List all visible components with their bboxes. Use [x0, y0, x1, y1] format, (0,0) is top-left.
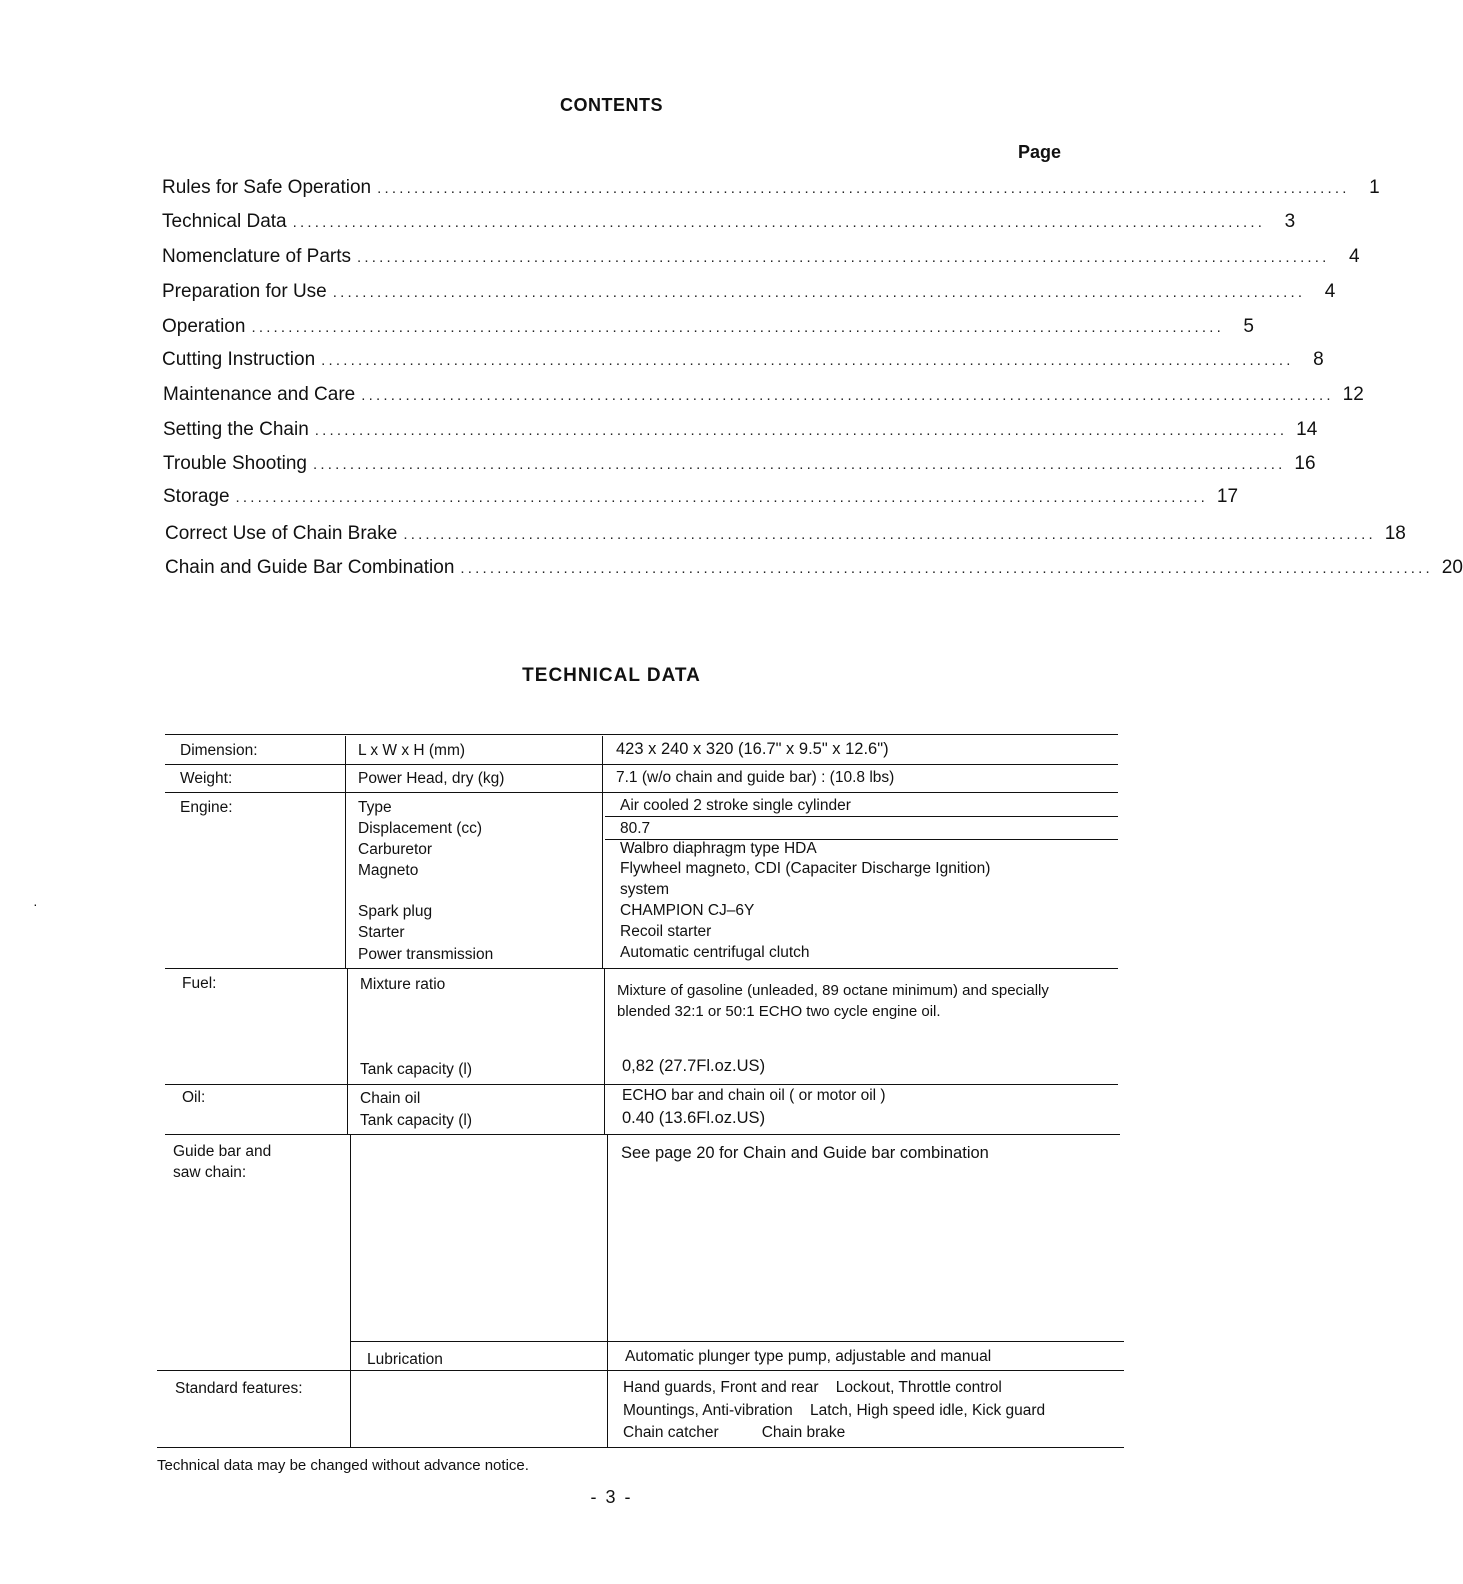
toc-entry-page: 5 [1243, 316, 1254, 337]
toc-entry-page: 8 [1313, 349, 1324, 370]
toc-leader-dots: .................................................................................................................................... [357, 249, 1330, 266]
table-column-rule [602, 736, 603, 968]
toc-entry[interactable] [162, 246, 1360, 272]
engine-magneto-value: Flywheel magneto, CDI (Capaciter Discharge Ignition) [620, 860, 991, 877]
engine-starter-param: Starter [358, 924, 405, 941]
table-rule [605, 816, 1118, 817]
guide-bar-label: Guide bar and [173, 1143, 272, 1160]
table-column-rule [604, 968, 605, 1134]
dimension-label: Dimension: [180, 742, 258, 759]
toc-leader-dots: .................................................................................................................................... [377, 180, 1350, 197]
toc-entry-page: 14 [1296, 419, 1318, 440]
engine-type-param: Type [358, 799, 392, 816]
toc-entry-page: 4 [1324, 281, 1336, 302]
table-column-rule [347, 968, 348, 1134]
contents-title: CONTENTS [560, 95, 663, 115]
toc-entry-label: Setting the Chain [163, 419, 309, 440]
page-column-header: Page [1018, 142, 1062, 162]
weight-label: Weight: [180, 770, 233, 787]
toc-entry-page: 12 [1342, 384, 1364, 405]
engine-type-value: Air cooled 2 stroke single cylinder [620, 797, 851, 814]
engine-carburetor-param: Carburetor [358, 841, 433, 858]
table-column-rule [345, 736, 346, 968]
toc-entry-label: Preparation for Use [162, 281, 327, 302]
toc-entry-page: 18 [1384, 523, 1406, 544]
table-rule [165, 734, 1118, 735]
weight-param: Power Head, dry (kg) [358, 770, 505, 787]
toc-entry-label: Correct Use of Chain Brake [165, 523, 398, 544]
toc-entry[interactable] [162, 281, 1336, 307]
oil-tank-param: Tank capacity (l) [360, 1112, 472, 1129]
toc-entry-label: Maintenance and Care [163, 384, 356, 405]
weight-value: 7.1 (w/o chain and guide bar) : (10.8 lbs) [616, 769, 895, 786]
engine-transmission-value: Automatic centrifugal clutch [620, 944, 810, 961]
engine-displacement-param: Displacement (cc) [358, 820, 483, 837]
table-rule [157, 1370, 1124, 1371]
guide-bar-value: See page 20 for Chain and Guide bar combination [621, 1144, 989, 1162]
table-rule [157, 1447, 1124, 1448]
table-rule [165, 764, 1118, 765]
toc-entry-label: Rules for Safe Operation [162, 177, 372, 198]
table-rule [350, 1341, 1124, 1342]
engine-starter-value: Recoil starter [620, 923, 712, 940]
table-rule [165, 792, 1118, 793]
table-column-rule [607, 1134, 608, 1447]
toc-leader-dots: .................................................................................................................................... [292, 214, 1266, 231]
oil-label: Oil: [182, 1089, 206, 1106]
toc-entry[interactable] [162, 316, 1254, 342]
toc-entry-page: 4 [1348, 246, 1360, 267]
engine-magneto-value-cont: system [620, 881, 670, 898]
engine-spark-plug-value: CHAMPION CJ–6Y [620, 902, 755, 919]
toc-entry-label: Cutting Instruction [162, 349, 316, 370]
technical-data-title: TECHNICAL DATA [522, 665, 701, 686]
dimension-param: L x W x H (mm) [358, 742, 466, 759]
toc-entry[interactable] [163, 453, 1316, 479]
page-number: - 3 - [590, 1487, 633, 1507]
table-rule [165, 1134, 1120, 1135]
lubrication-param: Lubrication [367, 1351, 443, 1368]
toc-leader-dots: .................................................................................................................................... [332, 284, 1306, 301]
toc-entry-page: 1 [1369, 177, 1380, 198]
toc-entry-label: Nomenclature of Parts [162, 246, 352, 267]
toc-entry-page: 16 [1294, 453, 1316, 474]
engine-magneto-param: Magneto [358, 862, 419, 879]
toc-entry[interactable] [163, 384, 1364, 410]
table-rule [165, 968, 1118, 969]
toc-leader-dots: .................................................................................................................................... [235, 489, 1209, 506]
toc-entry-label: Trouble Shooting [163, 453, 308, 474]
standard-features-line: Mountings, Anti-vibration Latch, High speed idle, Kick guard [623, 1402, 1046, 1419]
standard-features-line: Hand guards, Front and rear Lockout, Throttle control [623, 1379, 1002, 1396]
engine-label: Engine: [180, 799, 233, 816]
fuel-mixture-value: Mixture of gasoline (unleaded, 89 octane minimum) and specially [617, 982, 1049, 999]
scan-mark: · [33, 896, 38, 912]
toc-leader-dots: .................................................................................................................................... [403, 526, 1376, 543]
fuel-label: Fuel: [182, 975, 217, 992]
oil-tank-value: 0.40 (13.6Fl.oz.US) [622, 1109, 766, 1127]
toc-entry-page: 3 [1284, 211, 1296, 232]
toc-entry-label: Operation [162, 316, 246, 337]
engine-carburetor-value: Walbro diaphragm type HDA [620, 840, 817, 857]
toc-entry[interactable] [162, 177, 1380, 203]
toc-entry-label: Chain and Guide Bar Combination [165, 557, 455, 578]
toc-entry[interactable] [165, 557, 1463, 583]
toc-leader-dots: .................................................................................................................................... [313, 456, 1286, 473]
toc-entry-page: 20 [1441, 557, 1463, 578]
guide-bar-label-cont: saw chain: [173, 1164, 247, 1181]
fuel-mixture-param: Mixture ratio [360, 976, 446, 993]
toc-entry[interactable] [165, 523, 1406, 549]
toc-leader-dots: .................................................................................................................................... [314, 422, 1288, 439]
toc-entry-label: Technical Data [162, 211, 287, 232]
toc-leader-dots: .................................................................................................................................... [361, 387, 1334, 404]
toc-entry[interactable] [163, 486, 1239, 512]
toc-entry[interactable] [162, 211, 1296, 237]
fuel-tank-value: 0,82 (27.7Fl.oz.US) [622, 1057, 766, 1075]
fuel-mixture-value-cont: blended 32:1 or 50:1 ECHO two cycle engine oil. [617, 1003, 941, 1020]
toc-leader-dots: .................................................................................................................................... [321, 352, 1294, 369]
oil-chain-param: Chain oil [360, 1090, 421, 1107]
lubrication-value: Automatic plunger type pump, adjustable and manual [625, 1348, 992, 1365]
toc-leader-dots: .................................................................................................................................... [251, 319, 1224, 336]
engine-spark-plug-param: Spark plug [358, 903, 433, 920]
fuel-tank-param: Tank capacity (l) [360, 1061, 472, 1078]
engine-displacement-value: 80.7 [620, 820, 651, 837]
toc-leader-dots: .................................................................................................................................... [460, 560, 1433, 577]
standard-features-label: Standard features: [175, 1380, 303, 1397]
table-column-rule [350, 1134, 351, 1447]
engine-transmission-param: Power transmission [358, 946, 494, 963]
oil-chain-value: ECHO bar and chain oil ( or motor oil ) [622, 1087, 886, 1104]
standard-features-line: Chain catcher Chain brake [623, 1424, 846, 1441]
toc-entry[interactable] [162, 349, 1324, 375]
dimension-value: 423 x 240 x 320 (16.7" x 9.5" x 12.6") [616, 740, 889, 758]
toc-entry-page: 17 [1216, 486, 1239, 507]
footer-note: Technical data may be changed without advance notice. [157, 1457, 529, 1474]
toc-entry[interactable] [163, 419, 1318, 445]
toc-entry-label: Storage [163, 486, 230, 507]
